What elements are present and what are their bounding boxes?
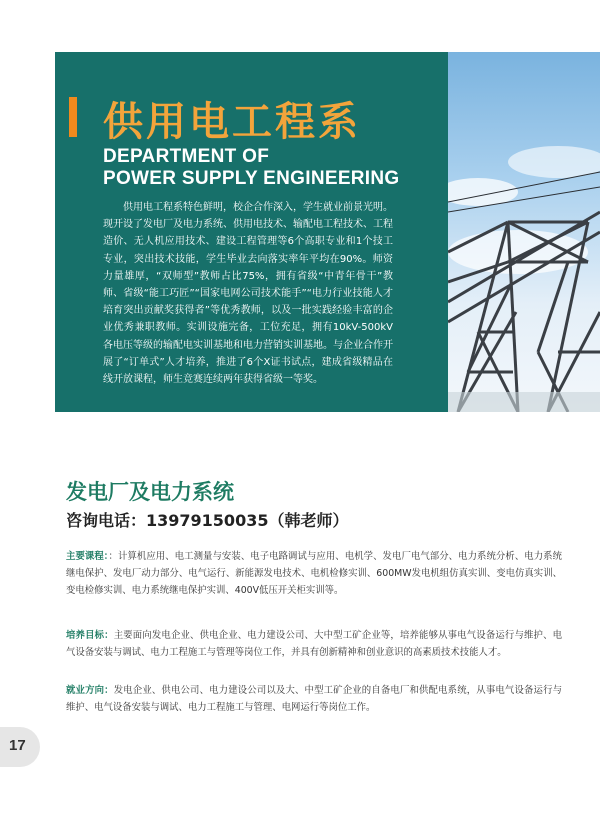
department-title-en-line1: DEPARTMENT OF (103, 146, 270, 167)
power-tower-photo (448, 52, 600, 412)
courses-label: 主要课程： (66, 551, 109, 562)
department-title-en (103, 146, 400, 190)
career-text: 发电企业、供电公司、电力建设公司以及大、中型工矿企业的自备电厂和供配电系统，从事电气设备运行与维护、电气设备安装与调试、电力工程施工与管理、电网运行等岗位工作。 (66, 685, 562, 713)
department-title-en-line2: POWER SUPPLY ENGINEERING (103, 168, 400, 189)
major-title: 发电厂及电力系统 (66, 480, 234, 504)
goals-label: 培养目标： (66, 630, 114, 641)
power-tower-icon (448, 52, 600, 412)
career-label: 就业方向： (66, 685, 114, 696)
contact-phone: 咨询电话：13979150035（韩老师） (66, 511, 349, 530)
career-section (66, 682, 562, 716)
department-title-cn: 供用电工程系 (103, 99, 361, 145)
title-accent-bar (69, 97, 77, 137)
goals-text: 主要面向发电企业、供电企业、电力建设公司、大中型工矿企业等，培养能够从事电气设备运行与维护、电气设备安装与调试、电力工程施工与管理等岗位工作，并具有创新精神和创业意识的高素质技术技能人才。 (66, 630, 562, 658)
department-intro: 供用电工程系特色鲜明，校企合作深入，学生就业前景光明。现开设了发电厂及电力系统、供用电技术、输配电工程技术、工程造价、无人机应用技术、建设工程管理等6个高职专业和1个技工专业，突出技术技能，学生毕业去向落实率年平均在90%。师资力量雄厚，“双师型”教师占比75%，拥有省级“中青年骨干”教师、省级“能工巧匠”“国家电网公司技术能手”“电力行业技能人才培育突出贡献奖获得者”等优秀教师，以及一批实践经验丰富的企业优秀兼职教师。实训设施完备，工位充足，拥有10kV-500kV各电压等级的输配电实训基地和电力营销实训基地。与企业合作开展了“订单式”人才培养，推进了6个X证书试点，建成省级精品在线开放课程，师生竞赛连续两年获得省级一等奖。 (103, 202, 393, 386)
courses-text: ：计算机应用、电工测量与安装、电子电路调试与应用、电机学、发电厂电气部分、电力系统分析、电力系统继电保护、发电厂动力部分、电气运行、新能源发电技术、电机检修实训、600MW发电机组仿真实训、变电仿真实训、变电检修实训、电力系统继电保护实训、400V低压开关柜实训等。 (66, 551, 562, 596)
courses-section (66, 548, 562, 599)
goals-section (66, 627, 562, 661)
page-number: 17 (9, 737, 26, 754)
